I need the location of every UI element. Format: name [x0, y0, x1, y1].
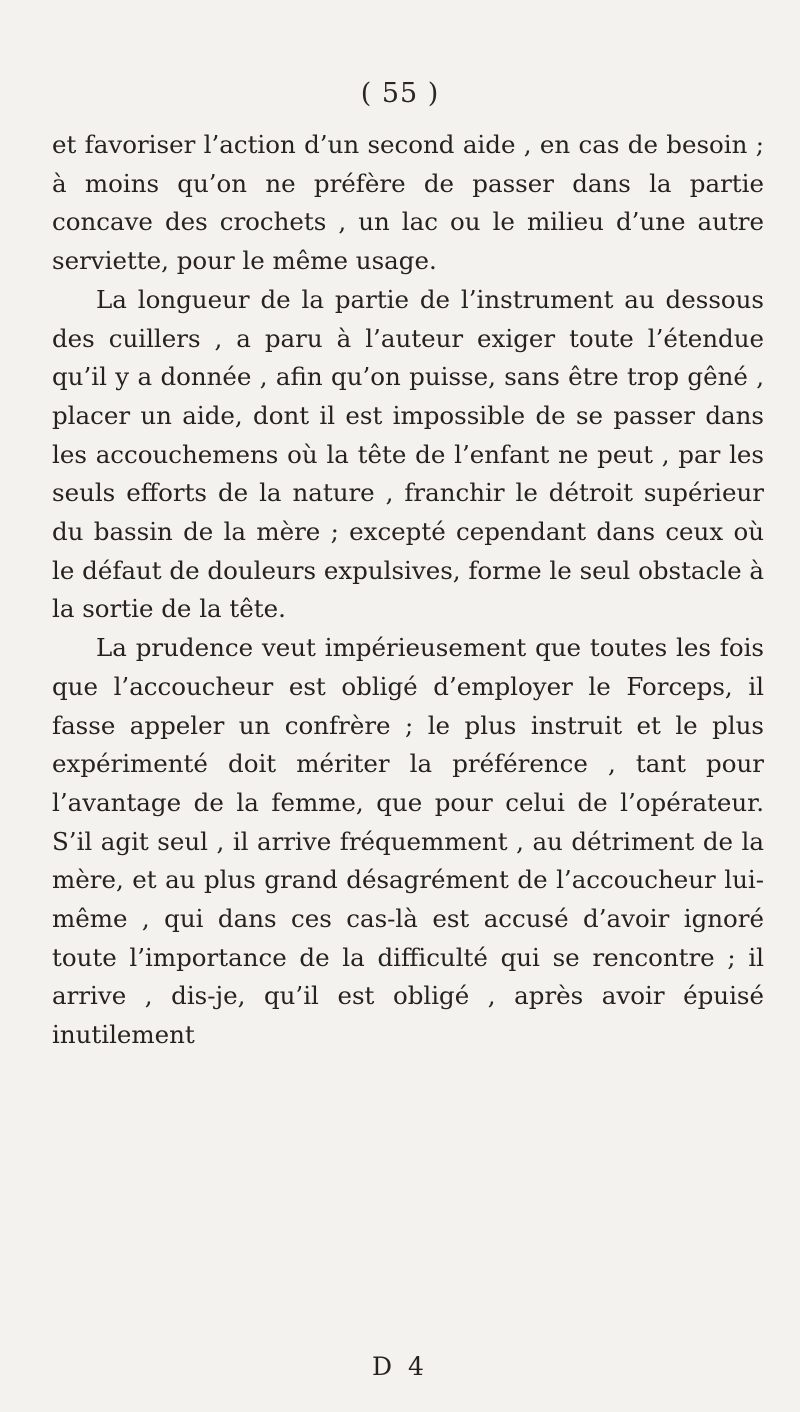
page-number-header: ( 55 ): [360, 78, 440, 109]
signature-mark: D 4: [372, 1352, 428, 1381]
paragraph-3: La prudence veut impérieusement que toutes les fois que l’accoucheur est obligé d’employer le Forceps, il fasse appeler un confrère ; le plus instruit et le plus expérimenté doit mériter la préférence , tant pour l’avantage de la femme, que pour celui de l’opérateur. S’il agit seul , il arrive fréquemment , au détriment de la mère, et au plus grand désagrément de l’accoucheur lui-même , qui dans ces cas-là est accusé d’avoir ignoré toute l’importance de la difficulté qui se rencontre ; il arrive , dis-je, qu’il est obligé , après avoir épuisé inutilement: [52, 633, 764, 1050]
body-text: [52, 126, 764, 1055]
paragraph-1: et favoriser l’action d’un second aide , en cas de besoin ; à moins qu’on ne préfère de passer dans la partie concave des crochets , un lac ou le milieu d’une autre serviette, pour le même usage.: [52, 130, 764, 276]
paragraph-2: La longueur de la partie de l’instrument au dessous des cuillers , a paru à l’auteur exiger toute l’étendue qu’il y a donnée , afin qu’on puisse, sans être trop gêné , placer un aide, dont il est impossible de se passer dans les accouchemens où la tête de l’enfant ne peut , par les seuls efforts de la nature , franchir le détroit supérieur du bassin de la mère ; excepté cependant dans ceux où le défaut de douleurs expulsives, forme le seul obstacle à la sortie de la tête.: [52, 284, 764, 624]
